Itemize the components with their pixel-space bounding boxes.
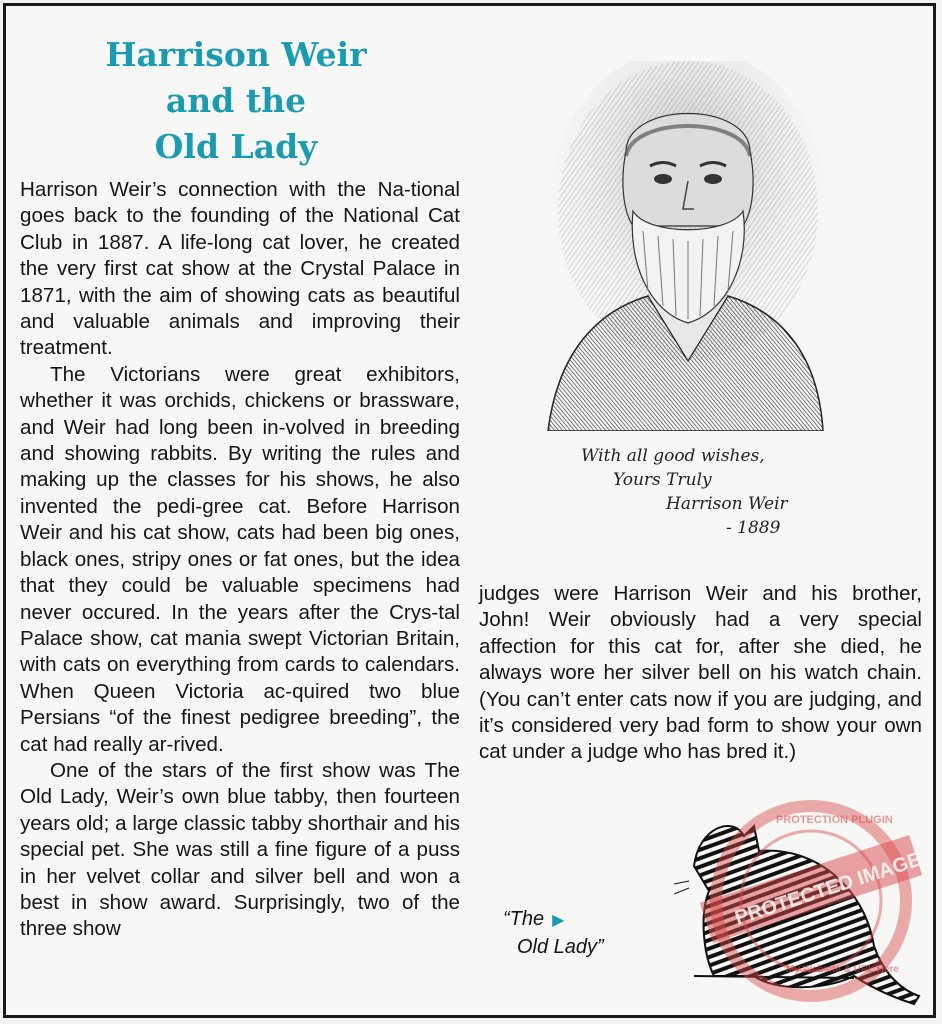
right-column xyxy=(479,581,922,766)
signature-line-4: - 1889 xyxy=(726,518,781,538)
article-title xyxy=(56,32,416,170)
title-line-2: and the xyxy=(165,81,307,120)
paragraph-2: The Victorians were great exhibitors, whether it was orchids, chickens or brassware, and Weir had long been in-volved in breeding and showing rabbits. By writing the rules and making up the classes for his shows, he also invented the pedi-gree cat. Before Harrison Weir and his cat show, cats had been big ones, black ones, stripy ones or fat ones, but the idea that they could be valuable specimens had never occured. In the years after the Crys-tal Palace show, cat mania swept Victorian Britain, with cats on everything from cards to calendars. When Queen Victoria ac-quired two blue Persians “of the finest pedigree breeding”, the cat had really ar-rived. xyxy=(20,362,460,756)
signature-line-3: Harrison Weir xyxy=(666,494,788,514)
image-caption xyxy=(503,906,604,960)
title-line-1: Harrison Weir xyxy=(105,35,367,74)
paragraph-3: One of the stars of the first show was The Old Lady, Weir’s own blue tabby, then fourteen years old; a large classic tabby shorthair and his special pet. She was still a fine figure of a puss in her velvet collar and silver bell and won a best in show award. Surprisingly, two of the three show xyxy=(20,758,460,941)
left-column xyxy=(20,177,460,943)
watermark-band-text: PROTECTED IMAGE xyxy=(732,848,924,930)
triangle-right-icon: ▶ xyxy=(552,912,565,929)
article-page xyxy=(3,3,936,1018)
signature-line-2: Yours Truly xyxy=(613,470,712,490)
watermark-bottom-text: My Website & URL Here xyxy=(786,964,899,975)
paragraph-continued: judges were Harrison Weir and his brother, John! Weir obviously had a very special affection for this cat for, after she died, he always wore her silver bell on his watch chain. (You can’t enter cats now if you are judging, and it’s considered very bad form to show your own cat under a judge who has bred it.) xyxy=(479,582,922,764)
paragraph-1: Harrison Weir’s connection with the Na-tional goes back to the founding of the National Cat Club in 1887. A life-long cat lover, he created the very first cat show at the Crystal Palace in 1871, with the aim of showing cats as beautiful and valuable animals and improving their treatment. xyxy=(20,178,460,360)
watermark-stamp xyxy=(691,796,926,1006)
watermark-top-text: PROTECTION PLUGIN xyxy=(776,814,893,826)
signature-line-1: With all good wishes, xyxy=(581,446,765,466)
portrait-engraving xyxy=(538,61,828,431)
caption-line-1: “The xyxy=(503,908,545,930)
caption-line-2: Old Lady” xyxy=(517,936,604,958)
handwritten-signature xyxy=(581,444,841,540)
title-line-3: Old Lady xyxy=(154,127,318,166)
